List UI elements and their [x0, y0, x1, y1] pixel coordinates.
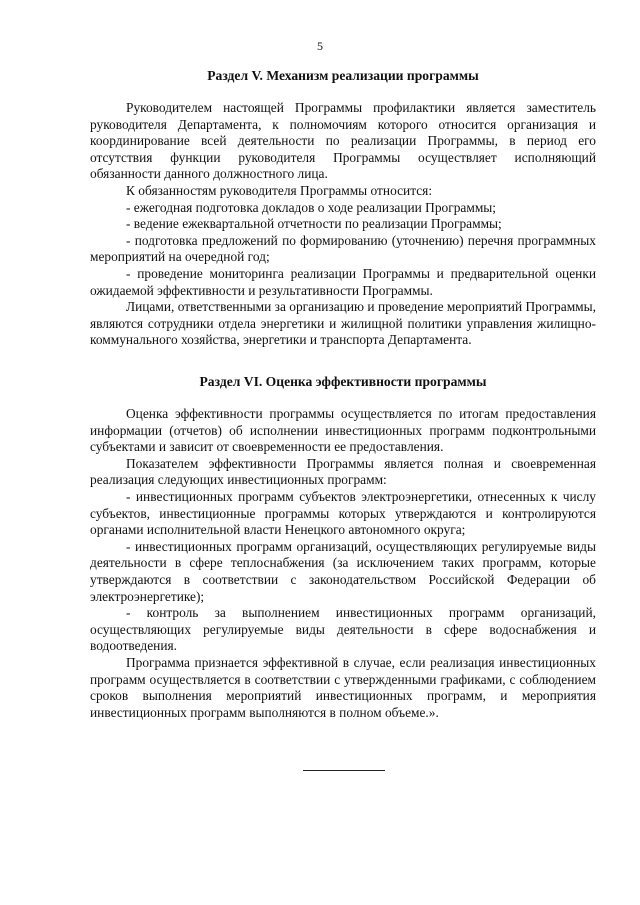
paragraph: Оценка эффективности программы осуществляется по итогам предоставления информации (отчетов) об исполнении инвестиционных программ подконтрольными субъектами и зависит от своевременности ее предоставления.	[90, 406, 596, 455]
list-item: - контроль за выполнением инвестиционных программ организаций, осуществляющих регулируемые виды деятельности в сфере водоснабжения и водоотведения.	[90, 605, 596, 654]
paragraph: Показателем эффективности Программы является полная и своевременная реализация следующих инвестиционных программ:	[90, 455, 596, 488]
paragraph: Программа признается эффективной в случае, если реализация инвестиционных программ осуществляется в соответствии с утвержденными графиками, с соблюдением сроков выполнения мероприятий инвестиционных программ, и мероприятия инвестиционных программ выполняются в полном объеме.».	[90, 654, 596, 720]
section-5-title: Раздел V. Механизм реализации программы	[207, 68, 479, 83]
page-number: 5	[317, 39, 323, 53]
list-item: - проведение мониторинга реализации Программы и предварительной оценки ожидаемой эффективности и результативности Программы.	[90, 265, 596, 298]
list-item: - инвестиционных программ организаций, осуществляющих регулируемые виды деятельности в сфере теплоснабжения (за исключением таких программ, которые утверждаются в соответствии с законодательством Российской Федерации об электроэнергетике);	[90, 538, 596, 604]
list-item: - инвестиционных программ субъектов электроэнергетики, отнесенных к числу субъектов, инвестиционные программы которых утверждаются и контролируются органами исполнительной власти Ненецкого автономного округа;	[90, 488, 596, 538]
list-item: - ежегодная подготовка докладов о ходе реализации Программы;	[126, 199, 497, 215]
section-6-title: Раздел VI. Оценка эффективности программы	[199, 374, 487, 389]
section-5-body	[90, 100, 596, 349]
list-item: - ведение ежеквартальной отчетности по реализации Программы;	[126, 216, 502, 232]
paragraph: Лицами, ответственными за организацию и проведение мероприятий Программы, являются сотрудники отдела энергетики и жилищной политики управления жилищно-коммунального хозяйства, энергетики и транспорта Департамента.	[90, 299, 596, 348]
section-6-body	[90, 406, 596, 721]
paragraph: Руководителем настоящей Программы профилактики является заместитель руководителя Департамента, к полномочиям которого относится организация и координирование всей деятельности по реализации Программы, в период его отсутствия функции руководителя Программы осуществляет исполняющий обязанности данного должностного лица.	[90, 100, 596, 182]
list-item: - подготовка предложений по формированию (уточнению) перечня программных мероприятий на очередной год;	[90, 232, 596, 265]
closing-rule	[303, 770, 385, 771]
paragraph: К обязанностям руководителя Программы относится:	[126, 182, 433, 198]
